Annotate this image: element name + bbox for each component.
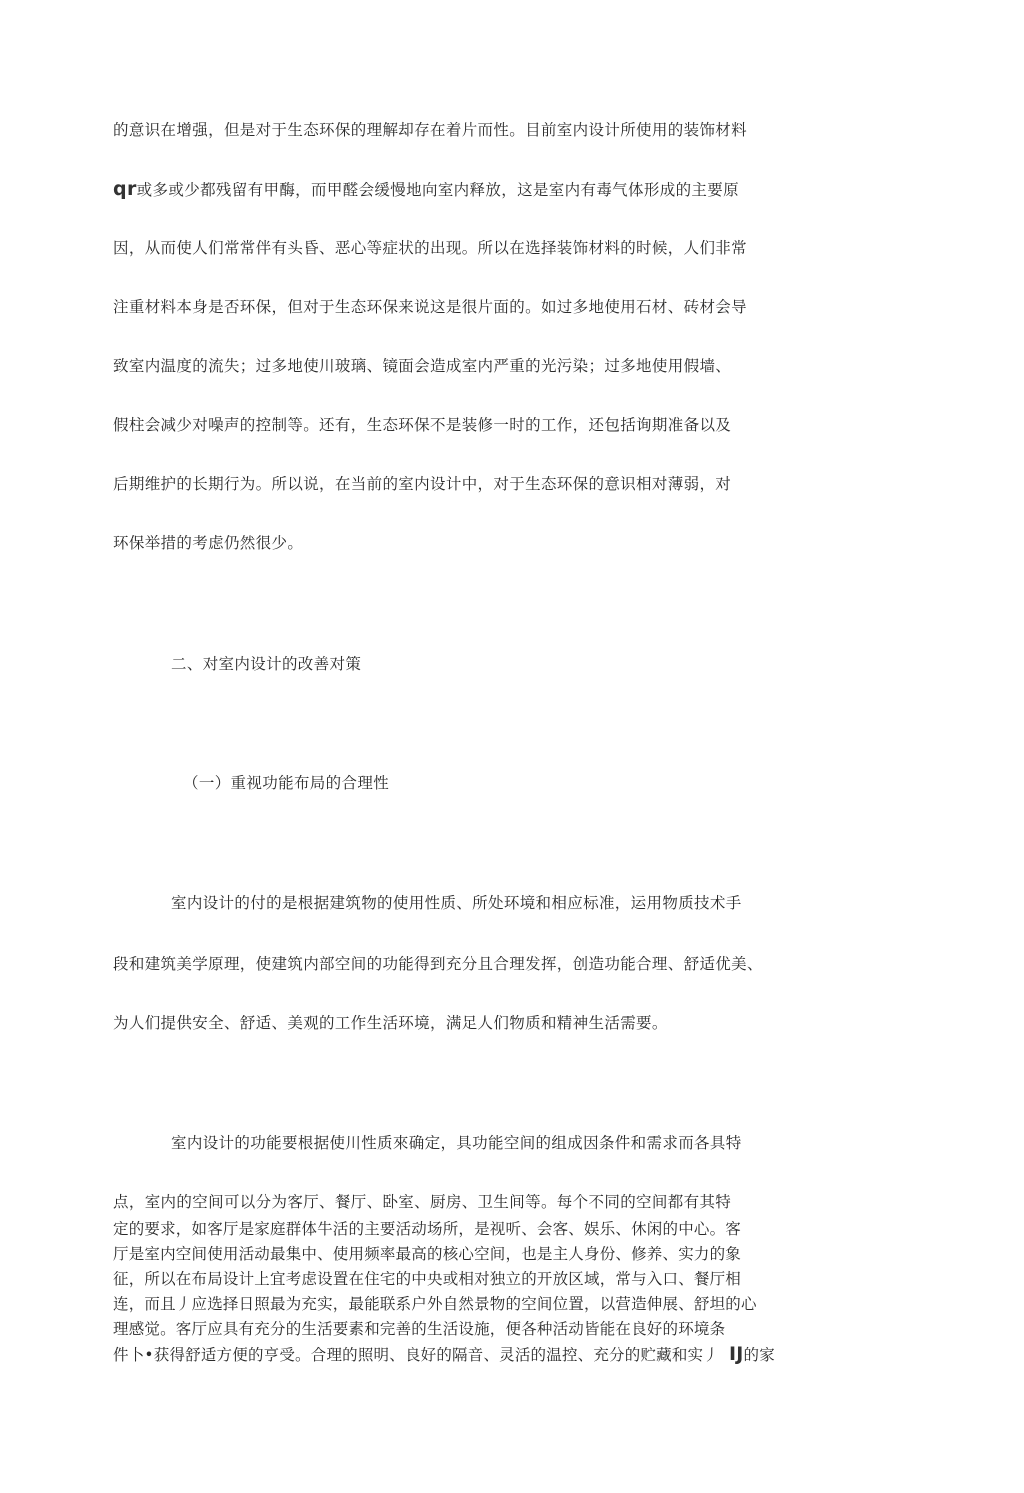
- paragraph-line: 室内设计的功能要根据使川性质來确定，具功能空间的组成因条件和需求而各具特: [171, 1134, 742, 1152]
- subsection-heading: （一）重视功能布局的合理性: [183, 774, 390, 792]
- paragraph-line: [113, 179, 739, 200]
- paragraph-line: 室内设计的付的是根据建筑物的使用性质、所处环境和相应标准，运用物质技术手: [171, 894, 742, 912]
- paragraph-line: 注重材料本身是否环保，但对于生态环保来说这是很片面的。如过多地使用石材、砖材会导: [113, 298, 748, 316]
- paragraph-line-text: 件卜•获得舒适方便的亨受。合理的照明、良好的隔音、灵活的温控、充分的贮藏和实丿: [113, 1346, 719, 1364]
- paragraph-line: 征，所以在布局设计上宜考虑设置在住宅的中央或相对独立的开放区域，常与入口、餐厅相: [113, 1270, 742, 1288]
- paragraph-line: 环保举措的考虑仍然很少。: [113, 534, 304, 552]
- paragraph-line: 厅是室内空间使用活动最集中、使用频率最高的核心空间，也是主人身份、修养、实力的象: [113, 1245, 742, 1263]
- paragraph-line: 因，从而使人们常常伴有头昏、恶心等症状的出现。所以在选择装饰材料的时候，人们非常: [113, 239, 748, 257]
- paragraph-line-text: 或多或少都残留有甲酶，而甲醛会缓慢地向室内释放，这是室内有毒气体形成的主要原: [136, 181, 739, 199]
- ocr-artifact-text: IJ: [728, 1343, 744, 1365]
- paragraph-line: 连，而且丿应选择日照最为充实，最能联系户外自然景物的空间位置，以营造伸展、舒坦的心: [113, 1295, 757, 1313]
- paragraph-line: 后期维护的长期行为。所以说，在当前的室内设计中，对于生态环保的意识相对薄弱，对: [113, 475, 732, 493]
- paragraph-line: 理感觉。客厅应具有充分的生活要素和完善的生活设施，便各种活动皆能在良好的环境条: [113, 1320, 726, 1338]
- paragraph-line-text: 的家: [743, 1346, 775, 1364]
- paragraph-line: 段和建筑美学原理，使建筑内部空间的功能得到充分且合理发挥，创造功能合理、舒适优美、: [113, 955, 763, 973]
- paragraph-line: [113, 1344, 775, 1365]
- paragraph-line: 致室内温度的流失；过多地使川玻璃、镜面会造成室内严重的光污染；过多地使用假墙、: [113, 357, 732, 375]
- paragraph-line: 假柱会减少对噪声的控制等。还有，生态环保不是装修一时的工作，还包括询期准备以及: [113, 416, 732, 434]
- paragraph-line: 为人们提供安全、舒适、美观的工作生活环境，满足人们物质和精神生活需要。: [113, 1014, 668, 1032]
- paragraph-line: 定的要求，如客厅是家庭群体牛活的主要活动场所，是视听、会客、娱乐、休闲的中心。客: [113, 1220, 742, 1238]
- section-heading: 二、对室内设计的改善对策: [171, 655, 362, 673]
- paragraph-line: 的意识在增强，但是对于生态环保的理解却存在着片而性。目前室内设计所使用的装饰材料: [113, 121, 748, 139]
- paragraph-line: 点，室内的空间可以分为客厅、餐厅、卧室、厨房、卫生间等。每个不同的空间都有其特: [113, 1193, 732, 1211]
- ocr-artifact-text: qr: [113, 178, 137, 200]
